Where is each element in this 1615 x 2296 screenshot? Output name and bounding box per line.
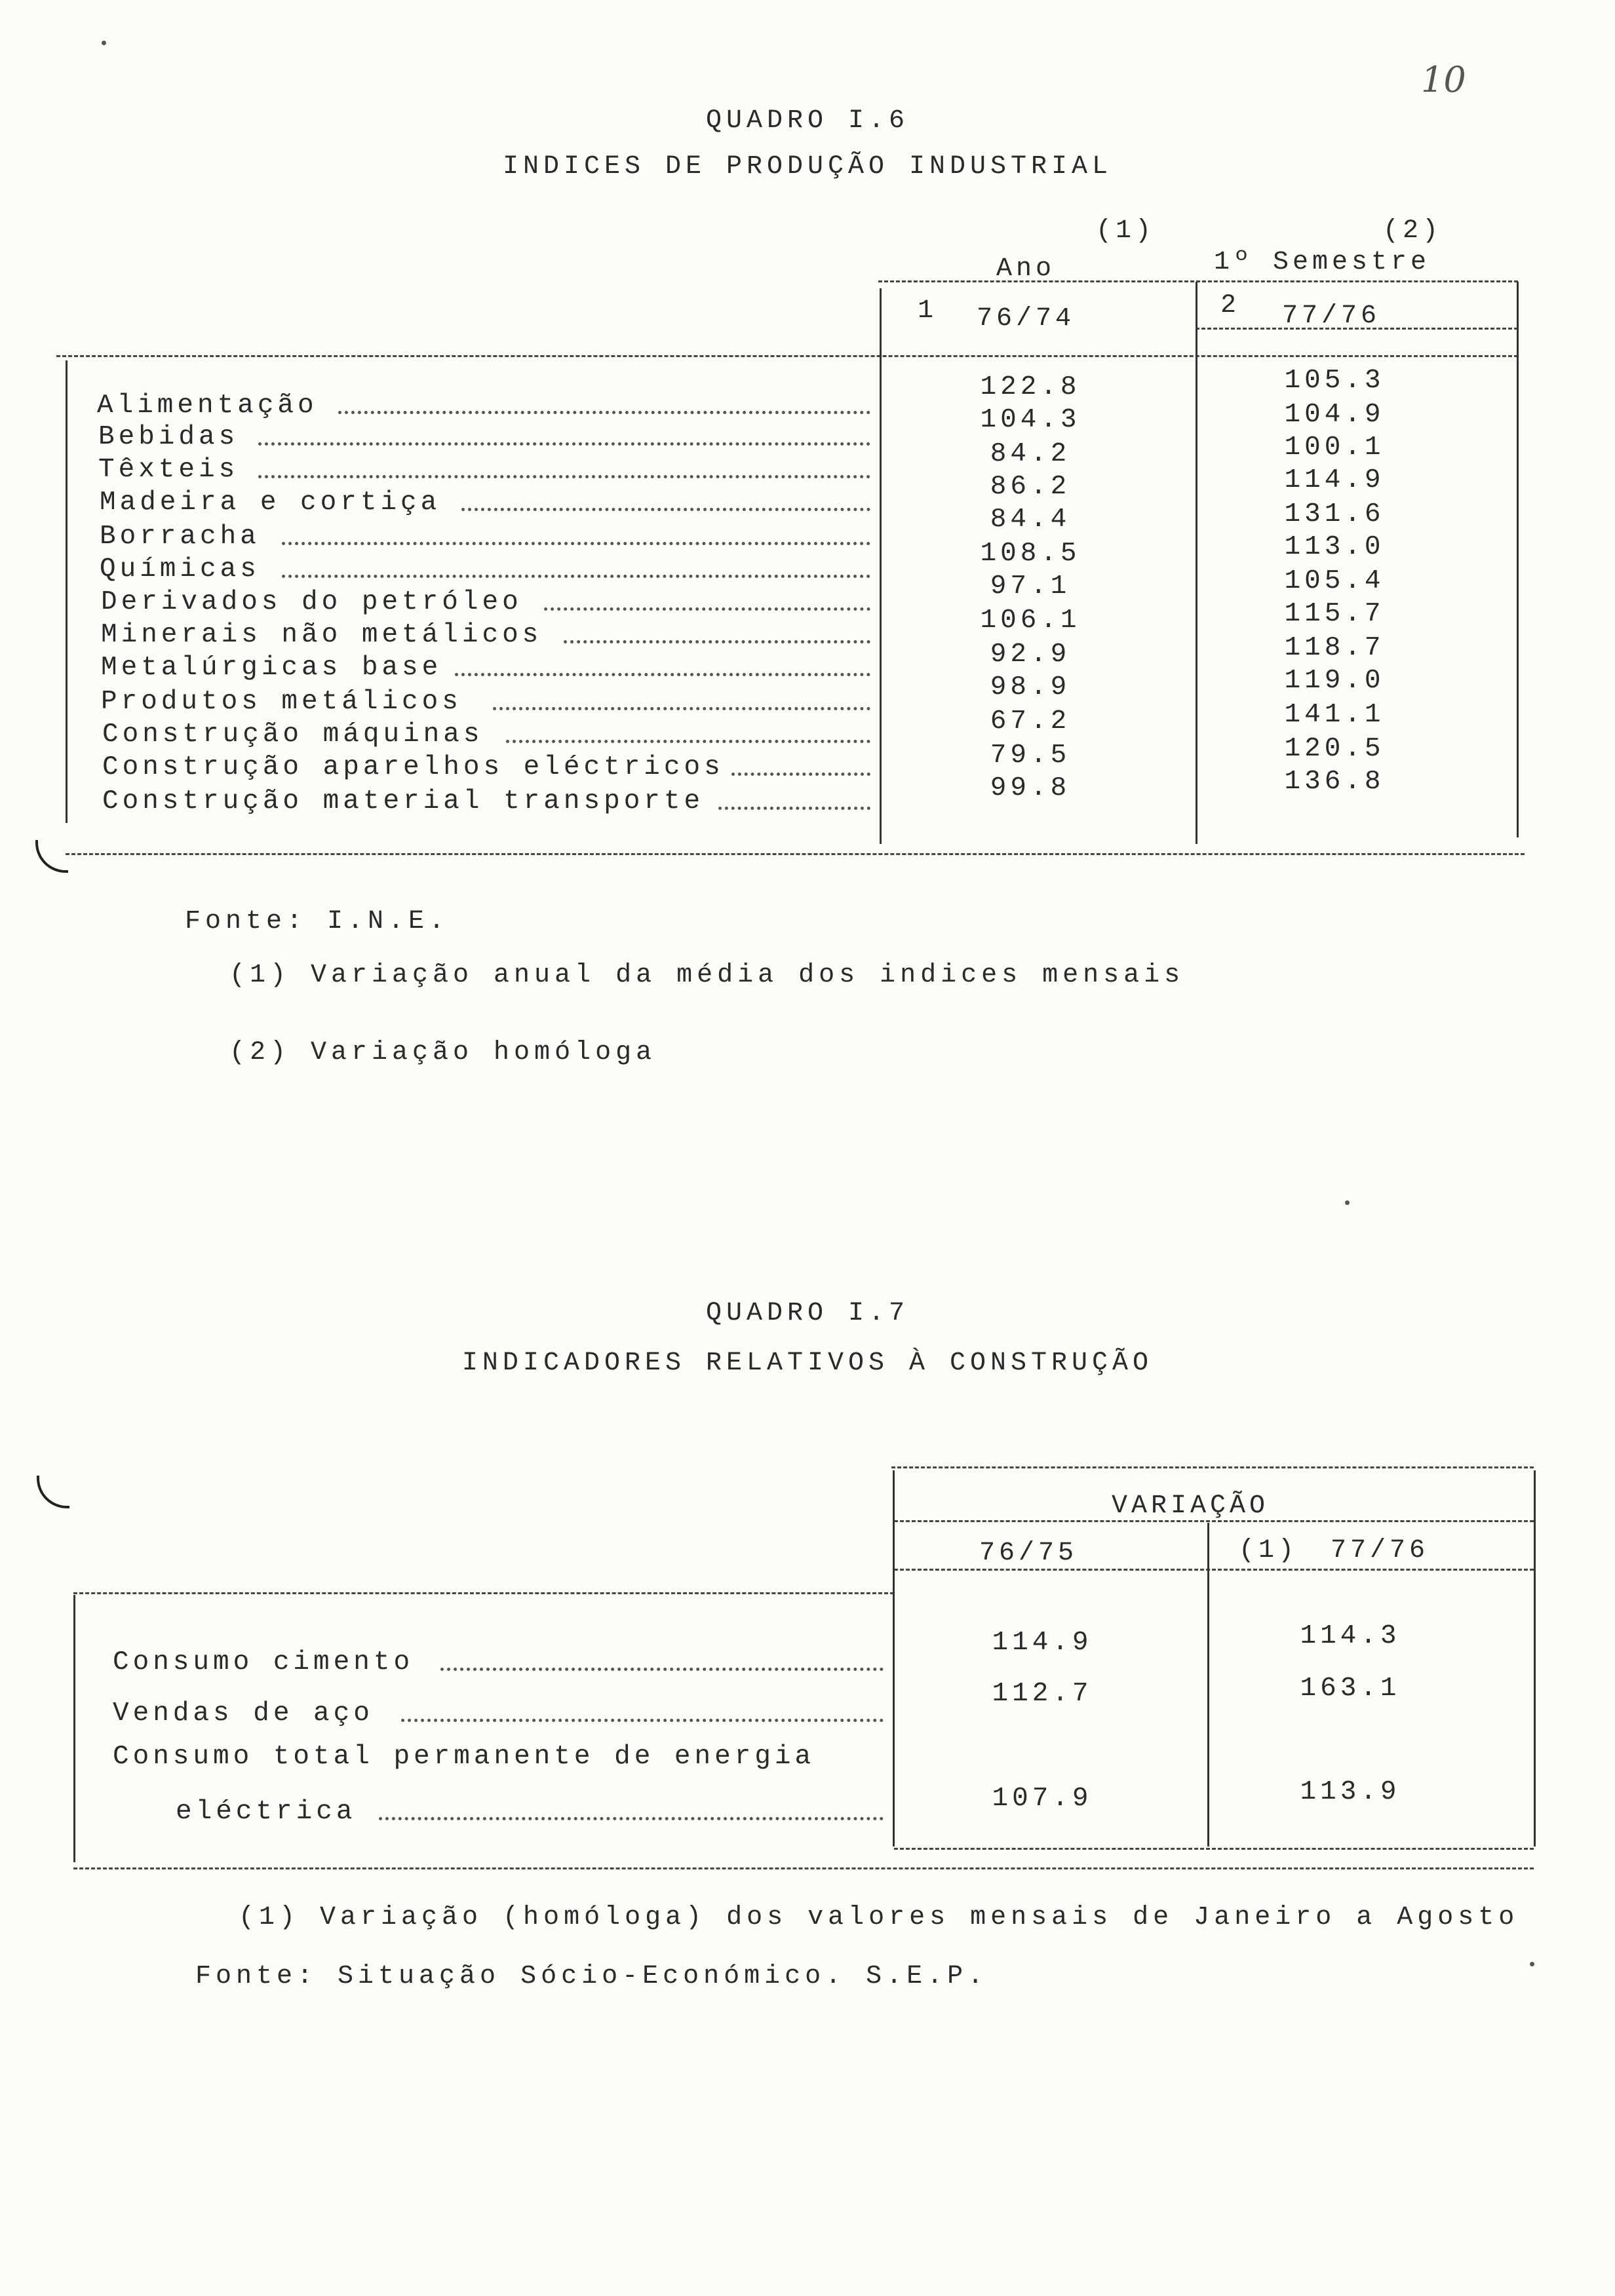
leader-dots — [338, 411, 870, 414]
col2-label: 1º Semestre — [1214, 248, 1431, 277]
value-ano: 97.1 — [990, 571, 1071, 602]
value-ano: 104.3 — [980, 405, 1081, 435]
value-ano: 92.9 — [990, 640, 1071, 670]
leader-dots — [461, 508, 870, 511]
col1-period: 76/74 — [977, 304, 1076, 334]
page-number: 10 — [1421, 59, 1466, 100]
value-semestre: 141.1 — [1284, 700, 1385, 730]
row-label: Têxteis — [98, 455, 239, 485]
table-right-border — [1534, 1470, 1536, 1846]
table-right-border — [1517, 282, 1519, 837]
scan-speck — [1345, 1200, 1350, 1205]
table-top-rule — [891, 1466, 1534, 1468]
quadro-1-7-title: QUADRO I.7 — [705, 1299, 910, 1328]
row-label: Construção aparelhos eléctricos — [102, 752, 724, 782]
leader-dots — [282, 542, 870, 545]
column-divider — [880, 288, 882, 844]
binding-corner-mark — [35, 840, 68, 873]
leader-dots — [493, 707, 870, 710]
col2-index: 2 — [1220, 291, 1241, 320]
value-ano: 99.8 — [990, 773, 1071, 803]
quadro-1-6-title: QUADRO I.6 — [705, 106, 910, 136]
row-label: Produtos metálicos — [101, 687, 462, 717]
footnote-1: (1) Variação anual da média dos indices mensais — [229, 961, 1185, 990]
scan-speck — [1530, 1962, 1534, 1966]
row-label: Alimentação — [97, 391, 318, 421]
value-76-75: 114.9 — [992, 1628, 1093, 1658]
table-top-rule-left — [73, 1592, 894, 1594]
col2-period: 77/76 — [1282, 301, 1381, 331]
value-semestre: 105.4 — [1284, 566, 1385, 596]
value-semestre: 115.7 — [1284, 599, 1385, 629]
value-ano: 98.9 — [990, 672, 1071, 702]
source-note: Fonte: I.N.E. — [185, 907, 450, 936]
value-semestre: 118.7 — [1284, 633, 1385, 663]
quadro-1-7-subtitle: INDICADORES RELATIVOS À CONSTRUÇÃO — [461, 1349, 1154, 1378]
footnote-1: (1) Variação (homóloga) dos valores mensais de Janeiro a Agosto — [239, 1903, 1519, 1932]
row-label: Construção máquinas — [102, 719, 484, 750]
leader-dots — [258, 475, 870, 478]
row-label: Construção material transporte — [102, 786, 705, 816]
header-rule — [1196, 328, 1518, 330]
value-semestre: 114.9 — [1284, 465, 1385, 495]
column-divider — [893, 1470, 895, 1846]
header-rule — [894, 1520, 1534, 1522]
row-label: Borracha — [100, 522, 260, 552]
col1-label: Ano — [996, 254, 1056, 284]
value-76-75: 112.7 — [992, 1679, 1093, 1709]
value-77-76: 114.3 — [1300, 1621, 1401, 1651]
leader-dots — [731, 773, 870, 776]
value-ano: 79.5 — [990, 740, 1071, 771]
leader-dots — [544, 607, 870, 611]
row-label: Derivados do petróleo — [101, 587, 522, 617]
value-semestre: 113.0 — [1284, 532, 1385, 562]
table-bottom-rule — [73, 1867, 1534, 1869]
column-divider — [1196, 282, 1197, 844]
col2-note: (2) — [1383, 216, 1443, 246]
footnote-2: (2) Variação homóloga — [229, 1038, 657, 1067]
header-rule — [894, 1569, 1534, 1571]
row-label: Vendas de aço — [113, 1698, 374, 1729]
value-semestre: 104.9 — [1284, 400, 1385, 430]
value-ano: 122.8 — [980, 372, 1081, 402]
col1-period: 76/75 — [979, 1539, 1078, 1568]
header-rule — [878, 280, 1518, 282]
table-left-border — [73, 1595, 75, 1862]
value-semestre: 100.1 — [1284, 432, 1385, 463]
value-ano: 86.2 — [990, 472, 1071, 502]
col2-note: (1) — [1239, 1536, 1298, 1565]
row-label: Consumo cimento — [113, 1647, 414, 1677]
value-semestre: 131.6 — [1284, 499, 1385, 529]
binding-corner-mark — [37, 1476, 69, 1508]
scan-speck — [102, 41, 106, 45]
leader-dots — [440, 1668, 884, 1671]
table-bottom-rule — [66, 853, 1525, 855]
leader-dots — [401, 1719, 884, 1722]
value-76-75: 107.9 — [992, 1784, 1093, 1814]
leader-dots — [455, 673, 870, 676]
source-note: Fonte: Situação Sócio-Económico. S.E.P. — [195, 1962, 988, 1991]
value-semestre: 105.3 — [1284, 366, 1385, 396]
value-ano: 84.4 — [990, 505, 1071, 535]
leader-dots — [564, 640, 870, 643]
row-label-line1: Consumo total permanente de energia — [113, 1742, 815, 1772]
col1-note: (1) — [1096, 216, 1156, 246]
row-label: Químicas — [100, 554, 260, 584]
col2-period: 77/76 — [1331, 1536, 1430, 1565]
variacao-label: VARIAÇÃO — [1112, 1491, 1270, 1521]
value-ano: 108.5 — [980, 539, 1081, 569]
value-semestre: 136.8 — [1284, 767, 1385, 797]
row-label-line2: eléctrica — [176, 1797, 357, 1827]
col1-index: 1 — [918, 296, 938, 326]
leader-dots — [379, 1817, 884, 1820]
value-77-76: 163.1 — [1300, 1674, 1401, 1704]
leader-dots — [282, 575, 870, 578]
leader-dots — [506, 740, 870, 743]
value-semestre: 120.5 — [1284, 734, 1385, 764]
table-bottom-rule — [894, 1848, 1534, 1850]
value-ano: 67.2 — [990, 706, 1071, 737]
row-label: Madeira e cortiça — [100, 488, 441, 518]
row-label: Minerais não metálicos — [101, 620, 543, 650]
row-label: Metalúrgicas base — [101, 653, 442, 683]
value-77-76: 113.9 — [1300, 1777, 1401, 1807]
quadro-1-6-subtitle: INDICES DE PRODUÇÃO INDUSTRIAL — [502, 152, 1113, 182]
value-ano: 84.2 — [990, 439, 1071, 469]
column-divider — [1207, 1523, 1209, 1846]
table-top-rule — [56, 355, 1518, 357]
row-label: Bebidas — [98, 422, 239, 452]
table-left-border — [66, 360, 68, 823]
leader-dots — [718, 807, 870, 810]
leader-dots — [258, 442, 870, 446]
value-ano: 106.1 — [980, 605, 1081, 636]
value-semestre: 119.0 — [1284, 666, 1385, 696]
